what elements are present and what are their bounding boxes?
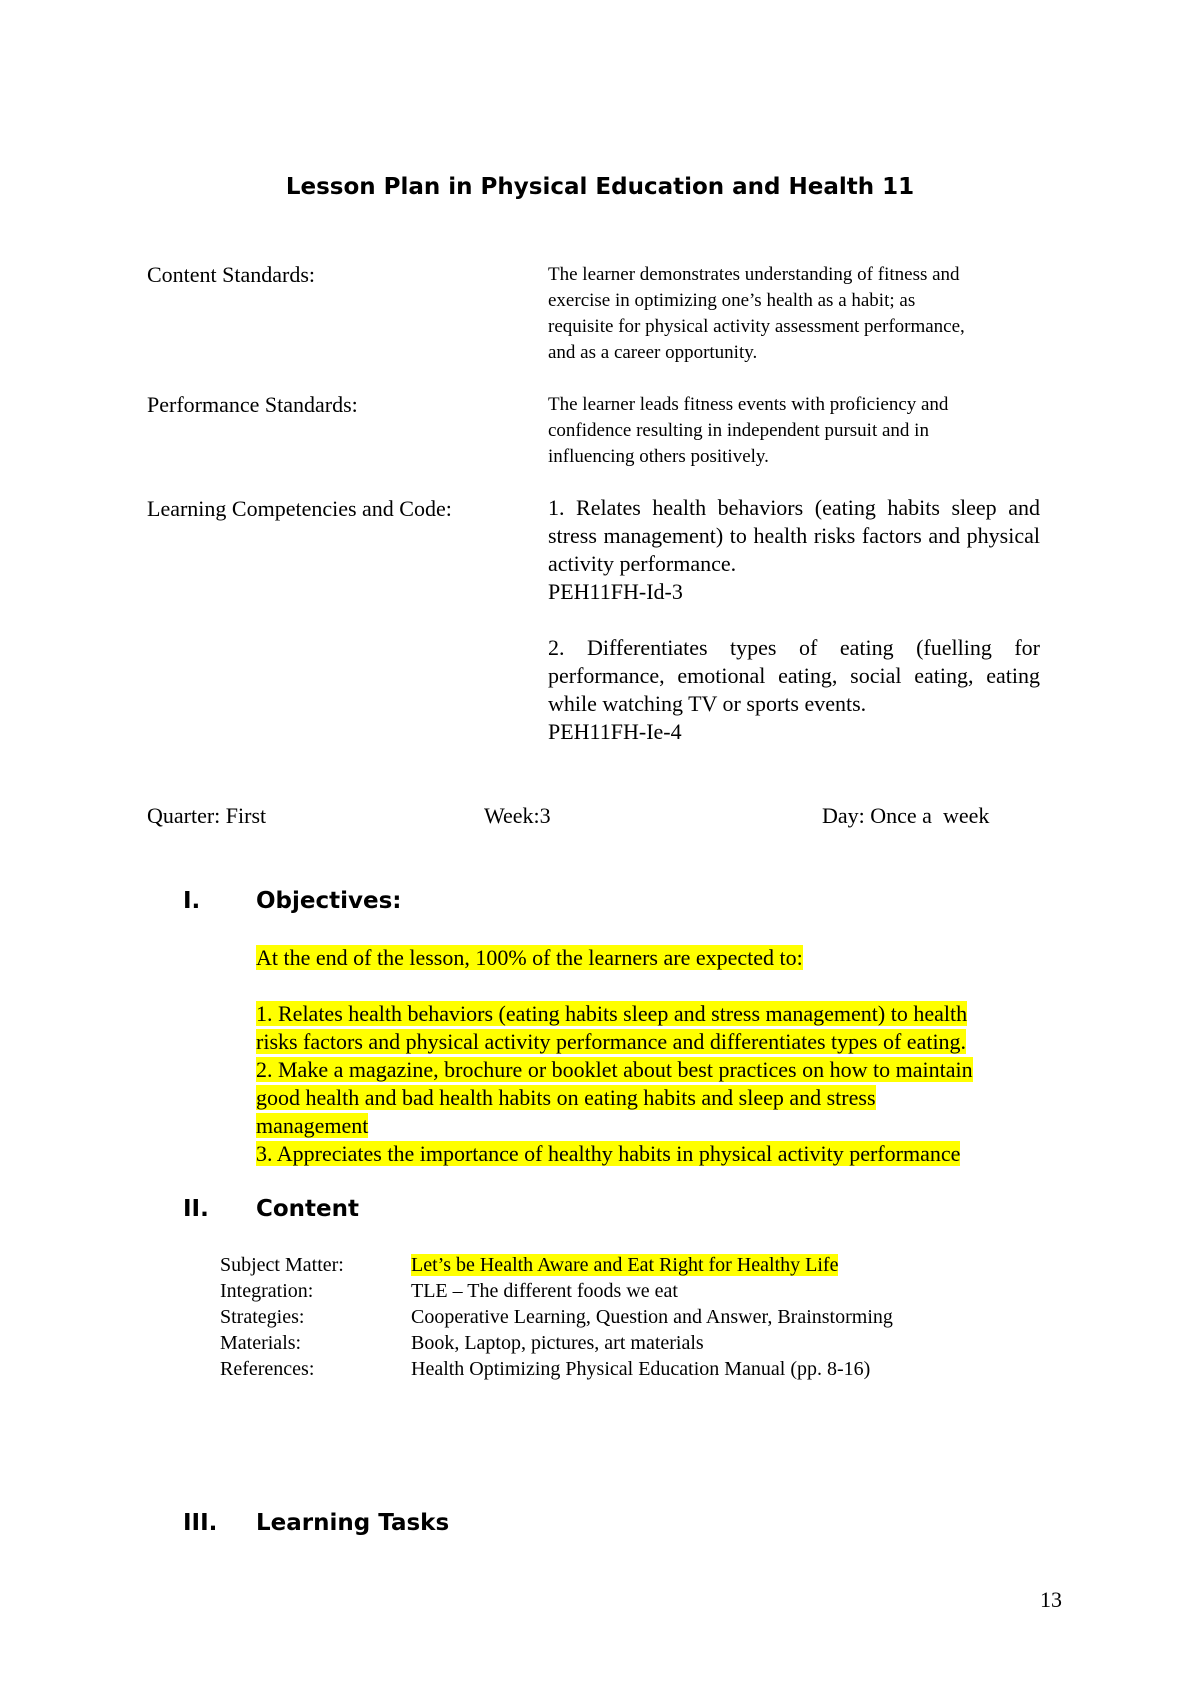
content-value: TLE – The different foods we eat bbox=[411, 1280, 678, 1302]
quarter-label: Quarter: First bbox=[147, 803, 267, 828]
performance-standards-line: confidence resulting in independent pursuit and in bbox=[548, 420, 929, 441]
content-label: References: bbox=[220, 1358, 315, 1380]
competency-item-2 bbox=[548, 634, 1040, 746]
content-standards-label: Content Standards: bbox=[147, 262, 316, 287]
competency-text: 1. Relates health behaviors (eating habits sleep and stress management) to health risks factors and physical activity performance. bbox=[548, 495, 1040, 576]
objective-line: management bbox=[256, 1113, 369, 1138]
section-number: II. bbox=[183, 1196, 209, 1222]
learning-tasks-heading: Learning Tasks bbox=[256, 1510, 450, 1536]
content-standards-line: and as a career opportunity. bbox=[548, 342, 758, 363]
content-value bbox=[411, 1252, 838, 1278]
performance-standards-label: Performance Standards: bbox=[147, 392, 358, 417]
content-value: Health Optimizing Physical Education Manual (pp. 8-16) bbox=[411, 1358, 871, 1380]
objective-line: 1. Relates health behaviors (eating habits sleep and stress management) to health bbox=[256, 1001, 968, 1026]
content-value: Cooperative Learning, Question and Answer, Brainstorming bbox=[411, 1306, 893, 1328]
day-label: Day: Once a week bbox=[822, 803, 990, 828]
content-label: Integration: bbox=[220, 1280, 314, 1302]
competencies-label: Learning Competencies and Code: bbox=[147, 496, 452, 521]
competency-code: PEH11FH-Id-3 bbox=[548, 579, 683, 604]
content-heading: Content bbox=[256, 1196, 360, 1222]
subject-matter-value: Let’s be Health Aware and Eat Right for Healthy Life bbox=[411, 1254, 839, 1276]
content-standards-line: exercise in optimizing one’s health as a habit; as bbox=[548, 290, 916, 311]
competency-text: 2. Differentiates types of eating (fuelling for performance, emotional eating, social eating, eating while watching TV or sports events. bbox=[548, 635, 1040, 716]
page-title: Lesson Plan in Physical Education and Health 11 bbox=[285, 174, 915, 200]
competency-code: PEH11FH-Ie-4 bbox=[548, 719, 682, 744]
content-label: Subject Matter: bbox=[220, 1254, 344, 1276]
page-number: 13 bbox=[1040, 1587, 1062, 1612]
content-standards-line: requisite for physical activity assessment performance, bbox=[548, 316, 965, 337]
content-label: Strategies: bbox=[220, 1306, 305, 1328]
section-number: III. bbox=[183, 1510, 218, 1536]
performance-standards-line: influencing others positively. bbox=[548, 446, 769, 467]
content-label: Materials: bbox=[220, 1332, 302, 1354]
content-standards-text bbox=[548, 262, 1040, 366]
objective-line: 2. Make a magazine, brochure or booklet about best practices on how to maintain bbox=[256, 1057, 973, 1082]
content-standards-line: The learner demonstrates understanding of fitness and bbox=[548, 264, 960, 285]
objective-line: risks factors and physical activity performance and differentiates types of eating. bbox=[256, 1029, 967, 1054]
objectives-heading: Objectives: bbox=[256, 888, 402, 914]
objective-line: good health and bad health habits on eating habits and sleep and stress bbox=[256, 1085, 876, 1110]
performance-standards-line: The learner leads fitness events with proficiency and bbox=[548, 394, 949, 415]
week-label: Week:3 bbox=[484, 803, 551, 828]
content-value: Book, Laptop, pictures, art materials bbox=[411, 1332, 704, 1354]
objectives-intro bbox=[256, 944, 1056, 972]
section-number: I. bbox=[183, 888, 201, 914]
objectives-intro-text: At the end of the lesson, 100% of the learners are expected to: bbox=[256, 945, 803, 970]
competency-item-1 bbox=[548, 494, 1040, 606]
objective-line: 3. Appreciates the importance of healthy habits in physical activity performance bbox=[256, 1141, 961, 1166]
objectives-list bbox=[256, 1000, 1056, 1168]
performance-standards-text bbox=[548, 392, 1040, 470]
